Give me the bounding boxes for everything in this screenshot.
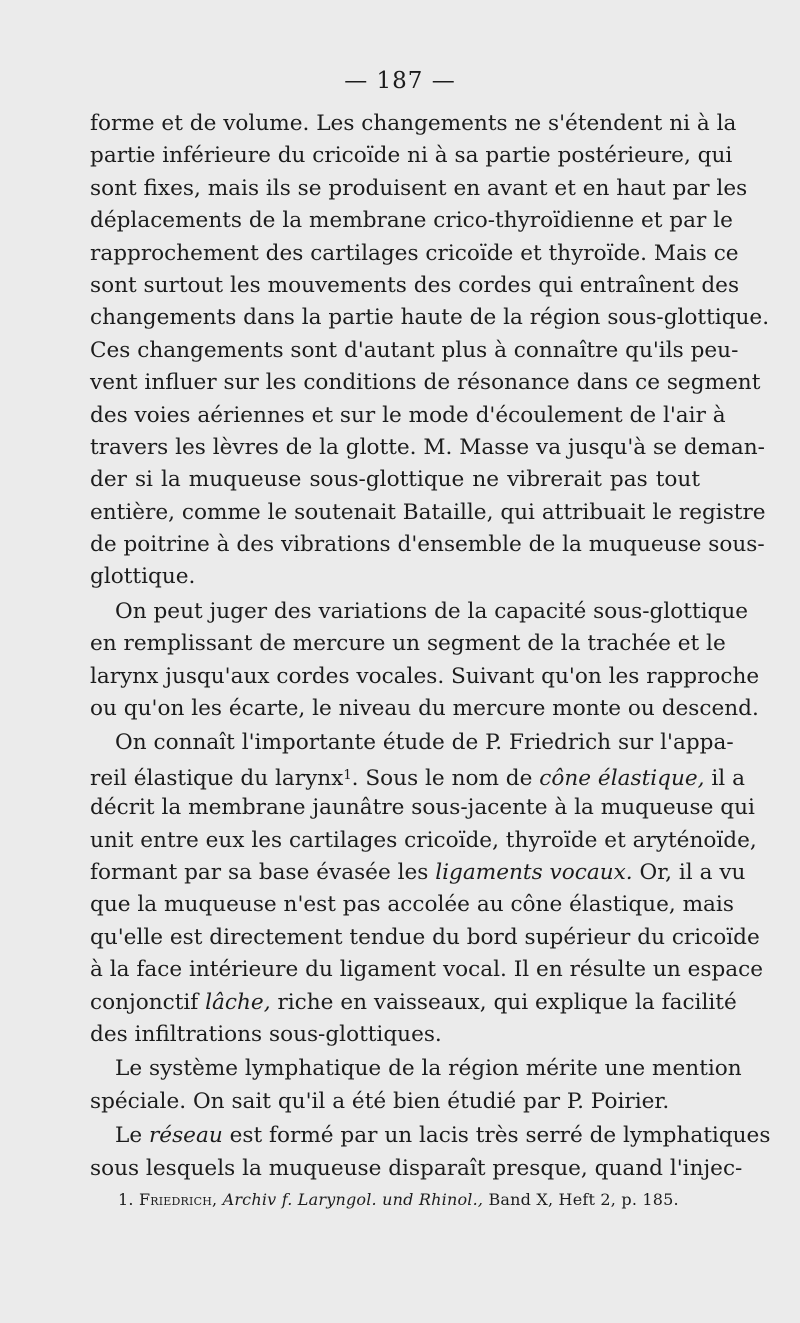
text-line: On peut juger des variations de la capacité sous-glottique (115, 598, 749, 624)
text-line: de poitrine à des vibrations d'ensemble de la muqueuse sous- (90, 532, 765, 558)
text-line: spéciale. On sait qu'il a été bien étudié par P. Poirier. (90, 1088, 670, 1114)
footnote-reference: 1 (343, 767, 352, 783)
italic-term: lâche, (205, 989, 271, 1015)
text-segment: riche en vaisseaux, qui explique la facilité (270, 989, 737, 1015)
text-segment: conjonctif (90, 989, 206, 1015)
text-line (90, 760, 745, 792)
text-line: forme et de volume. Les changements ne s'étendent ni à la (90, 111, 737, 136)
text-line: des infiltrations sous-glottiques. (90, 1021, 442, 1047)
text-line (90, 987, 737, 1019)
italic-term: cône élastique, (539, 765, 705, 791)
text-line: sont fixes, mais ils se produisent en avant et en haut par les (90, 175, 748, 201)
text-line: glottique. (90, 564, 196, 590)
body-text (90, 108, 771, 1185)
text-line: des voies aériennes et sur le mode d'écoulement de l'air à (90, 402, 726, 428)
page-number: — 187 — (344, 68, 456, 94)
text-line (90, 857, 746, 889)
text-line: On connaît l'importante étude de P. Friedrich sur l'appa- (115, 730, 734, 756)
text-segment: Le (115, 1123, 149, 1149)
text-line: à la face intérieure du ligament vocal. Il en résulte un espace (90, 957, 764, 983)
text-line: entière, comme le soutenait Bataille, qui attribuait le registre (90, 499, 766, 525)
text-line: sous lesquels la muqueuse disparaît presque, quand l'injec- (90, 1155, 743, 1181)
text-segment: Or, il a vu (632, 859, 746, 885)
text-line: changements dans la partie haute de la région sous-glottique. (90, 305, 770, 331)
text-line: unit entre eux les cartilages cricoïde, thyroïde et aryténoïde, (90, 827, 757, 853)
footnote-author: Friedrich, (138, 1190, 218, 1209)
footnote-number: 1. (118, 1190, 134, 1209)
text-line: sont surtout les mouvements des cordes qui entraînent des (90, 272, 740, 298)
text-line: vent influer sur les conditions de résonance dans ce segment (90, 370, 761, 396)
text-line: décrit la membrane jaunâtre sous-jacente à la muqueuse qui (90, 795, 755, 821)
text-line: rapprochement des cartilages cricoïde et thyroïde. Mais ce (90, 240, 739, 266)
text-line: déplacements de la membrane crico-thyroïdienne et par le (90, 208, 733, 234)
text-line: larynx jusqu'aux cordes vocales. Suivant qu'on les rapproche (90, 663, 760, 689)
text-segment: . Sous le nom de (351, 765, 540, 791)
footnote-details: Band X, Heft 2, p. 185. (488, 1190, 679, 1209)
text-line: Le système lymphatique de la région mérite une mention (115, 1056, 742, 1082)
text-line: der si la muqueuse sous-glottique ne vibrerait pas tout (90, 467, 700, 493)
italic-term: ligaments vocaux. (435, 859, 633, 885)
text-line (90, 1120, 771, 1152)
text-line: que la muqueuse n'est pas accolée au cône élastique, mais (90, 892, 734, 918)
footnote-journal: Archiv f. Laryngol. und Rhinol., (222, 1190, 484, 1209)
text-line: travers les lèvres de la glotte. M. Masse va jusqu'à se deman- (90, 434, 765, 460)
italic-term: réseau (148, 1123, 223, 1149)
text-line: qu'elle est directement tendue du bord supérieur du cricoïde (90, 924, 760, 950)
text-line: en remplissant de mercure un segment de la trachée et le (90, 631, 726, 657)
text-segment: il a (704, 765, 745, 791)
text-segment: est formé par un lacis très serré de lymphatiques (222, 1123, 771, 1149)
footnote (118, 1190, 698, 1209)
text-line: ou qu'on les écarte, le niveau du mercure monte ou descend. (90, 696, 759, 722)
text-segment: reil élastique du larynx (90, 765, 344, 791)
text-line: partie inférieure du cricoïde ni à sa partie postérieure, qui (90, 143, 733, 169)
text-segment: formant par sa base évasée les (90, 859, 436, 885)
text-line: Ces changements sont d'autant plus à connaître qu'ils peu- (90, 337, 739, 363)
